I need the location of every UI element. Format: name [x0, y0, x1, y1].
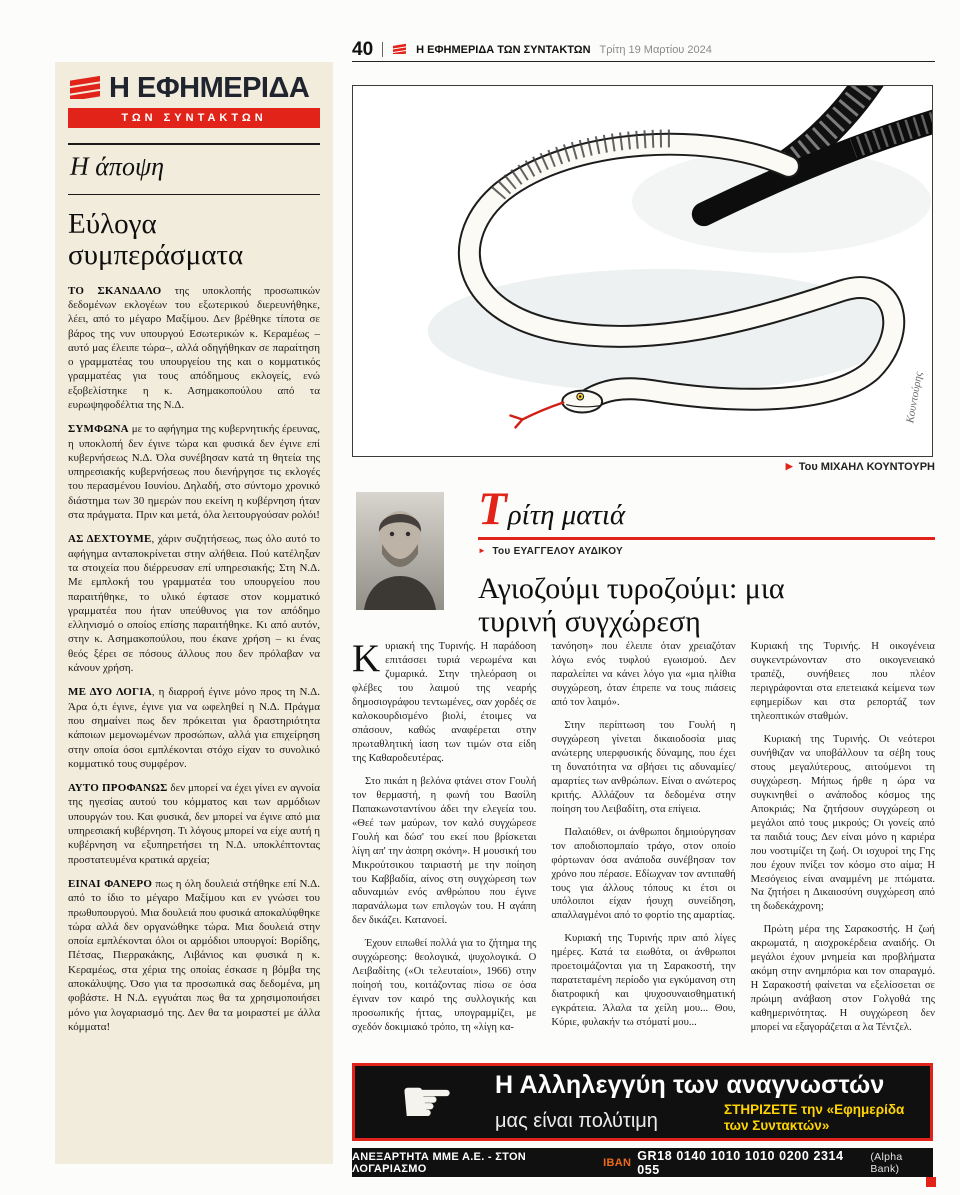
masthead-text: Η ΕΦΗΜΕΡΙΔΑ ΤΩΝ ΣΥΝΤΑΚΤΩΝ: [416, 43, 591, 56]
article-title: Αγιοζούμι τυροζούμι: μια τυρινή συγχώρεση: [478, 572, 785, 638]
iban-label: IBAN: [603, 1156, 632, 1169]
article-paragraph: Κυριακή της Τυρινής πριν από λίγες ημέρες. Κατά τα ειωθότα, οι άνθρωποι προετοιμάζονται για τη Σαρακοστή, την παρατεταμένη περίοδο για εγκύμανση στη διατροφική και ψυχοσυναισθηματική εγκράτεια. Άλαλα τα χείλη μου... Θου, Κύριε, φυλακήν τω στόματί μου...: [551, 933, 736, 1029]
newspaper-logo: [68, 72, 320, 128]
cartoon-credit-text: Του ΜΙΧΑΗΛ ΚΟΥΝΤΟΥΡΗ: [798, 461, 935, 473]
opinion-column: [55, 62, 333, 1164]
page-date: Τρίτη 19 Μαρτίου 2024: [599, 43, 712, 56]
opinion-section-head: Η άποψη: [68, 143, 320, 195]
section-rule: [478, 537, 935, 540]
article-column-3: [751, 640, 935, 1048]
section-rest: ρίτη ματιά: [507, 499, 626, 531]
paragraph-text: της υποκλοπής προσωπικών δεδομένων εκλογέων του εξωτερικού διερευνήθηκε, λέει, από το μέγαρο Μαξίμου. Δεν βρέθηκε τίποτα σε βάρος της νυν υπουργού Εσωτερικών κ. Κεραμέως –αυτό μας έλειπε τώρα–, αλλά οδηγήθηκαν σε παραίτηση ο γραμματέας του υπουργείου της και ο κομματικός γραμματέας για τους απόδημους εκλογείς, ενώ εξοβελίστηκε η κ. Ασημακοπούλου από τα ευρωψηφοδέλτια της Ν.Δ.: [68, 284, 320, 411]
paragraph-text: υριακή της Τυρινής. Η παράδοση επιτάσσει τυριά νερωμένα και ζυμαρικά. Στην τηλεόραση οι φλέβες του λαιμού της νεαρής δημοσιογράφου τεντωμένες, σαν χορδές σε καλοκουρδισμένο βιολί, έτοιμες να σπάσουν, καθώς αναφέρεται στην πρωταθλητική ίαση των τιμών στα είδη της Καθαροδευτέρας.: [352, 641, 537, 764]
editorial-cartoon: [352, 85, 933, 457]
opinion-paragraph: [68, 781, 320, 867]
iban-number: GR18 0140 1010 1010 0200 2314 055: [637, 1148, 844, 1177]
article-paragraph: Έχουν ειπωθεί πολλά για το ζήτημα της συγχώρεσης: θεολογικά, ψυχολογικά. Ο Λειβαδίτης («Οι τελευταίοι», 1966) στην ποίησή του, κοιτάζοντας πίσω σε όσα έγιναν τον καιρό της συλλογικής και προσωπικής ήττας, υπογραμμίζει, με σχεδόν δοκιμιακό τρόπο, τη «λίγη κα-: [352, 938, 537, 1034]
paragraph-text: , χάριν συζητήσεως, πως όλο αυτό το αφήγημα ανταποκρίνεται στην αλήθεια. Πού κατέληξαν τα στοιχεία που διέρρευσαν επί υπηρεσιακής; Στη Ν.Δ. Με εμπλοκή του γραμματέα του υπουργείου που παραιτήθηκε, το υλικό έφτασε στον κομματικό γραμματέα που ήταν υπεύθυνος για τον απόδημο ελληνισμό ο οποίος επίσης παραιτήθηκε. Κι από αυτόν, στην κ. Ασημακοπούλου, που έκανε χρήση – κι ένας θεός ξέρει σε πόσους άλλους που δεν πρόλαβαν να κάνουν χρήση.: [68, 533, 320, 675]
drop-cap: Κ: [352, 640, 381, 680]
logo-title: Η ΕΦΗΜΕΡΙΔΑ: [109, 72, 310, 104]
banner-line1: Η Αλληλεγγύη των αναγνωστών: [495, 1070, 885, 1099]
paragraph-text: , η διαρροή έγινε μόνο προς τη Ν.Δ. Άρα ό,τι έγινε, έγινε για να ωφεληθεί η Ν.Δ. Πράγμα που σημαίνει πως δεν πρόκειται για δραστηριότητα κάποιων μεμονωμένων προσώπων, αλλά για επιχείρηση στην οποία όσοι εμπλέκονται στόχο είχαν το συνολικό κομματικό τους συμφέρον.: [68, 686, 320, 770]
paragraph-lead: ΑΣ ΔΕΧΤΟΥΜΕ: [68, 533, 152, 546]
page-number: 40: [352, 38, 374, 60]
article-paragraph: Πρώτη μέρα της Σαρακοστής. Η ζωή ακρωματά, η αισχροκέρδεια αναιδής. Οι μεγάλοι έχουν μνημεία και προβλήματα ακόμη στην ανημπόρια και τον σπαραγμό. Η Σαρακοστή φαίνεται να εξελίσσεται σε πρώιμη ανάβαση στον Γολγοθά της καθημερινότητας. Η συγχώρεση δεν μπορεί να εξαγοράζεται α λα Τέντζελ.: [750, 924, 935, 1034]
section-title: [478, 483, 935, 535]
author-photo: [356, 492, 444, 610]
paragraph-lead: ΤΟ ΣΚΑΝΔΑΛΟ: [68, 284, 162, 297]
header-divider: [382, 42, 383, 57]
opinion-paragraph: [68, 685, 320, 771]
logo-subtitle: ΤΩΝ ΣΥΝΤΑΚΤΩΝ: [68, 108, 320, 128]
opinion-paragraph: [68, 532, 320, 675]
paragraph-text: πως η όλη δουλειά στήθηκε επί Ν.Δ. από το ίδιο το μέγαρο Μαξίμου και εν γνώσει του πρωθυπουργού. Μια δουλειά που φυσικά αποκαλύφθηκε τώρα αλλά δεν οργανώθηκε τώρα. Μια δουλειά στην οποία εμπλέκονται όλοι οι αρμόδιοι υπουργοί: Βορίδης, Πέτσας, Πιερρακάκης, Λιβάνιος και φυσικά η κ. Κεραμέως, στα χέρια της οποίας έσκασε η βόμβα της αποκάλυψης. Όσο για τα προσωπικά σας δεδομένα, μη φοβάστε. Η Ν.Δ. εγγυάται πως θα τα χρησιμοποιήσει μόνο για λογαριασμό της. Δεν θα τα μοιραστεί με άλλα κόμματα!: [68, 877, 320, 1033]
author-name: Του ΕΥΑΓΓΕΛΟΥ ΑΥΔΙΚΟΥ: [492, 546, 623, 557]
article-paragraph: Στο πικάπ η βελόνα φτάνει στον Γουλή τον θερμαστή, η φωνή του Βασίλη Παπακωνσταντίνου άδει την ελεγεία του. «Θεέ των μαύρων, τον καλό συγχώρεσε Γουλή και δώσ' του εκεί που βρίσκεται λίγη απ' την άσπρη σκόνη». Η μουσική του Μικρούτσικου ταιριαστή με την ποίηση του Καββαδία, αίνος στη συγχώρεση των αδυναμιών ενός ανθρώπου που έγινε παρανάλωμα των επιλογών του. Η αγάπη δεν δικάζει. Κατανοεί.: [352, 775, 537, 927]
paragraph-lead: ΑΥΤΟ ΠΡΟΦΑΝΩΣ: [68, 782, 168, 795]
credit-arrow-icon: ▶: [785, 461, 793, 471]
section-initial: Τ: [478, 483, 507, 535]
cartoon-drawing-snake-baton: [353, 86, 932, 456]
triti-matia-section: [478, 483, 935, 638]
account-prefix: ΑΝΕΞΑΡΤΗΤΑ ΜΜΕ Α.Ε. - ΣΤΟΝ ΛΟΓΑΡΙΑΣΜΟ: [352, 1150, 527, 1175]
page-header: [352, 38, 935, 62]
newspaper-flag-icon: [68, 73, 102, 104]
article-paragraph: [352, 640, 536, 766]
bank-name: (Alpha Bank): [870, 1150, 903, 1175]
opinion-paragraph: [68, 284, 320, 413]
paragraph-lead: ΜΕ ΔΥΟ ΛΟΓΙΑ: [68, 686, 152, 699]
cartoon-credit: [352, 461, 935, 473]
mini-flag-icon: [392, 41, 407, 59]
opinion-paragraph: [68, 422, 320, 522]
opinion-title: Εύλογα συμπεράσματα: [68, 208, 244, 272]
bank-account-strip: [352, 1148, 933, 1177]
article-paragraph: τανόηση» που έλειπε όταν χρειαζόταν λόγω ενός τυφλού εγωισμού. Δεν παραλείπει να κάνει λόγο για «μια ηλίθια συγχώρεση, όταν έπρεπε να τους πιάσεις από τον λαιμό».: [551, 641, 736, 708]
article-column-1: [352, 640, 536, 1048]
solidarity-banner: [352, 1063, 933, 1141]
banner-text: [495, 1071, 914, 1134]
author-credit: [478, 546, 935, 557]
cartoonist-signature: Κουντούρης: [904, 370, 926, 424]
article-paragraph: Παλαιόθεν, οι άνθρωποι δημιούργησαν τον αποδιοπομπαίο τράγο, στον οποίο φόρτωναν όσα ανάποδα συνέβησαν τον χρόνο που πέρασε. Εδίωχναν τον αντιπαθή τους για άλλους τόπους κι έτσι οι υπόλοιποι είχαν ήσυχη συνείδηση, απαλλαγμένοι από το φορτίο της αμαρτίας.: [551, 826, 736, 922]
article-body: [352, 640, 935, 1048]
paragraph-text: με το αφήγημα της κυβερνητικής έρευνας, η υποκλοπή δεν έγινε τώρα και φυσικά δεν έγινε επί κυβερνήσεως Ν.Δ. Όλα συνέβησαν κατά τη θητεία της υπηρεσιακής κυβερνήσεως που διενήργησε τις εκλογές του περασμένου Ιουνίου. Δηλαδή, στο σύντομο χρονικό διάστημα των 30 ημερών που εκείνη η κυβέρνηση ήταν στα πράγματα. Πριν και μετά, όλα λειτουργούσαν ρολόι!: [68, 423, 320, 522]
pointing-hand-icon: ☛: [399, 1065, 455, 1138]
banner-support-text: ΣΤΗΡΙΖΕΤΕ την «Εφημερίδα των Συντακτών»: [724, 1101, 905, 1133]
article-paragraph: Στην περίπτωση του Γουλή η συγχώρεση γίνεται δικαιοδοσία μιας ανώτερης υπερφυσικής δύναμης, που έχει τη δυνατότητα να σβήσει τις αδυναμίες/αμαρτίες των ανθρώπων. Είναι ο ανώτερος κριτής. Αλλάζουν τα δεδομένα στην ποίηση του Λειβαδίτη, στα επίγεια.: [551, 719, 736, 815]
opinion-body: [68, 284, 320, 1035]
banner-line2: μας είναι πολύτιμη: [495, 1110, 658, 1133]
paragraph-text: δεν μπορεί να έχει γίνει εν αγνοία της ηγεσίας αυτού του κόμματος και των αρμόδιων υπουργών του. Και φυσικά, δεν μπορεί να έγινε από μια υπηρεσιακή κυβέρνηση. Τι λόγους μπορεί να είχε αυτή η κυβέρνηση να εξυπηρετήσει τη Ν.Δ. υποκλέπτοντας προστατευμένα κρατικά αρχεία;: [68, 782, 320, 866]
paragraph-lead: ΕΙΝΑΙ ΦΑΝΕΡΟ: [68, 877, 153, 890]
opinion-paragraph: [68, 877, 320, 1034]
corner-marker: [926, 1177, 936, 1187]
article-paragraph: Κυριακή της Τυρινής. Η οικογένεια συγκεντρώνονταν στο οικογενειακό τραπέζι, συνήθειες που πλέον περιγράφονται στα επετειακά κείμενα των εφημερίδων και στα ρεπορτάζ των τηλεοπτικών σταθμών.: [750, 641, 935, 722]
author-arrow-icon: ►: [478, 546, 487, 555]
article-column-2: [551, 640, 735, 1048]
paragraph-lead: ΣΥΜΦΩΝΑ: [68, 423, 129, 436]
article-paragraph: Κυριακή της Τυρινής. Οι νεότεροι συνήθιζαν να υποβάλλουν τα σέβη τους στους μεγαλύτερους, αιτούμενοι τη συγχώρεση. Μήπως ήρθε η ώρα να συγκινηθεί ο ανάποδος κόσμος της Αποκριάς; Να ζητήσουν συγχώρεση οι μεγάλοι από τους μικρούς; Οι γονείς από τα παιδιά τους; Δεν είναι μόνο η καριέρα που νοστιμίζει τη ζωή. Οι ισχυροί της Γης που έχουν πνίξει τον κόσμο στο αίμα; Η Μεσόγειος είναι αναμμένη με πτώματα. Να ζητήσει η Δικαιοσύνη συγχώρεση από τη δωδεκάχρονη;: [750, 733, 935, 913]
